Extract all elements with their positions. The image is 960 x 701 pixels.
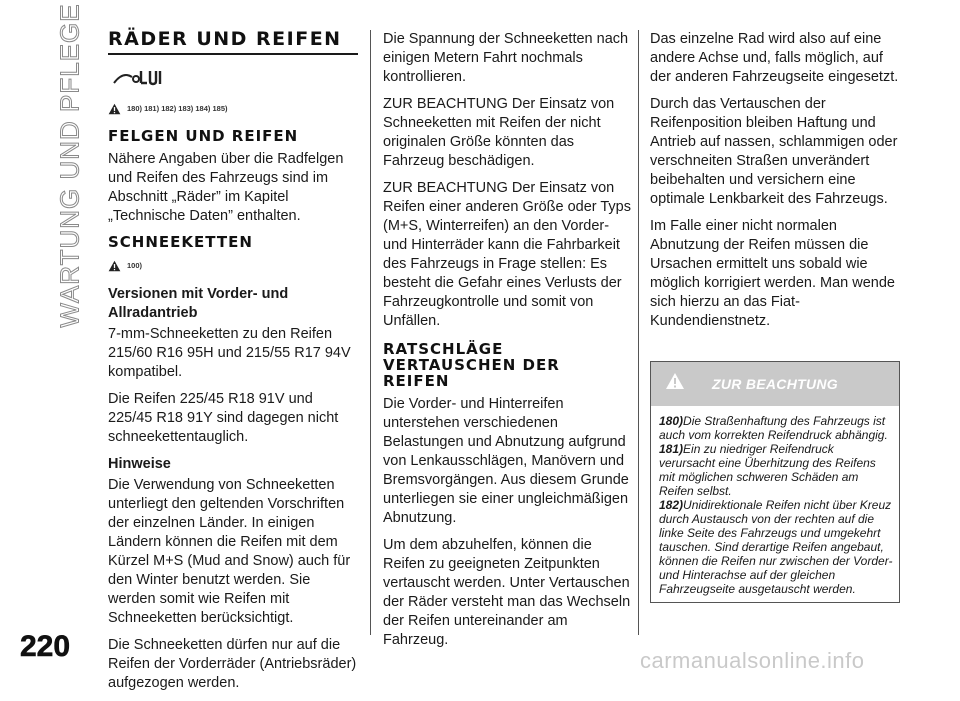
warning-note-text: Die Straßenhaftung des Fahrzeugs ist auch vom korrekten Reifendruck abhängig.: [659, 414, 888, 442]
warning-refs: [108, 256, 358, 275]
paragraph: ZUR BEACHTUNG Der Einsatz von Reifen einer anderen Größe oder Typs (M+S, Winterreifen) an den Vorder- und Hinterräder kann die Fahrbarkeit des Fahrzeugs in Frage stellen: Es besteht die Gefahr eines Verlusts der Fahrzeugkontrolle und somit von Unfällen.: [383, 180, 631, 329]
column-divider-1: [370, 30, 371, 635]
paragraph: Im Falle einer nicht normalen Abnutzung der Reifen müssen die Ursachen ermittelt uns sobald wie möglich korrigiert werden. Man wende sich hierzu an das Fiat-Kundendienstnetz.: [650, 218, 895, 329]
warning-note-text: Ein zu niedriger Reifendruck verursacht eine Überhitzung des Reifens mit möglichen schweren Schäden am Reifen selbst.: [659, 442, 876, 498]
warning-box: [650, 361, 900, 603]
warning-box-title: ZUR BEACHTUNG: [711, 375, 838, 392]
warning-refs: [108, 99, 358, 118]
section-heading-ratschlaege: RATSCHLÄGE VERTAUSCHEN DER REIFEN: [383, 340, 560, 390]
warning-note-number: 180): [659, 414, 684, 428]
warning-note-number: 182): [659, 498, 684, 512]
eco-logo-icon: [110, 65, 358, 93]
section-heading-schneeketten: SCHNEEKETTEN: [108, 233, 253, 251]
paragraph: ZUR BEACHTUNG Der Einsatz von Schneeketten mit Reifen der nicht originalen Größe könnten das Fahrzeug beschädigen.: [383, 96, 615, 169]
paragraph: Die Schneeketten dürfen nur auf die Reifen der Vorderräder (Antriebsräder) aufgezogen werden.: [108, 637, 357, 691]
column-divider-2: [638, 30, 639, 635]
warning-refs-text: 100): [127, 261, 143, 270]
paragraph: Die Vorder- und Hinterreifen unterstehen verschiedenen Belastungen und Abnutzung aufgrund von Lenkausschlägen, Manövern und Bremsvorgängen. Aus diesem Grunde unterliegen sie einer ungleichmäßigen Abnutzung.: [383, 396, 629, 526]
side-chapter-title: [50, 2, 90, 328]
paragraph: Um dem abzuhelfen, können die Reifen zu geeigneten Zeitpunkten vertauscht werden. Unter Vertauschen der Räder versteht man das Wechseln der Reifen untereinander am Fahrzeug.: [383, 537, 631, 648]
paragraph: Durch das Vertauschen der Reifenposition bleiben Haftung und Antrieb auf nassen, schlammigen oder verschneiten Straßen unverändert beibehalten und versichern eine optimale Lenkbarkeit des Fahrzeugs.: [650, 96, 898, 207]
subheading-hinweise: Hinweise: [108, 456, 171, 472]
warning-refs-text: 180) 181) 182) 183) 184) 185): [127, 104, 228, 113]
warning-note-number: 181): [659, 442, 684, 456]
paragraph: Die Spannung der Schneeketten nach einigen Metern Fahrt nochmals kontrollieren.: [383, 31, 629, 85]
paragraph: Das einzelne Rad wird also auf eine andere Achse und, falls möglich, auf der anderen Fahrzeugseite eingesetzt.: [650, 31, 899, 85]
paragraph: 7-mm-Schneeketten zu den Reifen 215/60 R16 95H und 215/55 R17 94V kompatibel.: [108, 326, 351, 380]
side-chapter-title-text: WARTUNG UND PFLEGE: [54, 2, 85, 328]
warning-box-header: [651, 362, 899, 406]
warning-note-text: Unidirektionale Reifen nicht über Kreuz durch Austausch von der rechten auf die linke Seite des Fahrzeugs und umgekehrt tauschen. Sind derartige Reifen angebaut, können die Reifen nur zwischen der Vorder- und Hinterachse auf der gleichen Fahrzeugseite ausgetauscht werden.: [659, 498, 893, 596]
warning-triangle-icon: [665, 372, 685, 390]
warning-triangle-icon: [108, 260, 121, 272]
paragraph: Die Verwendung von Schneeketten unterliegt den geltenden Vorschriften der einzelnen Länder. In einigen Ländern können die Reifen mit dem Kürzel M+S (Mud and Snow) auch für den Winter benutzt werden. Sie werden somit wie Reifen mit Schneeketten berücksichtigt.: [108, 477, 351, 626]
warning-note: [659, 442, 893, 498]
subheading-versionen: Versionen mit Vorder- und Allradantrieb: [108, 286, 289, 321]
column-2: [383, 30, 631, 658]
paragraph: Die Reifen 225/45 R18 91V und 225/45 R18 91Y sind dagegen nicht schneekettentauglich.: [108, 391, 339, 445]
watermark: carmanualsonline.info: [640, 648, 865, 673]
column-1: [108, 30, 358, 701]
column-3: [650, 30, 900, 603]
warning-note: [659, 498, 893, 596]
chapter-heading: RÄDER UND REIFEN: [108, 30, 358, 55]
section-heading-felgen: FELGEN UND REIFEN: [108, 127, 299, 145]
page-number: 220: [20, 630, 71, 663]
paragraph: Nähere Angaben über die Radfelgen und Reifen des Fahrzeugs sind im Abschnitt „Räder” im Kapitel „Technische Daten” enthalten.: [108, 151, 344, 224]
warning-box-body: [651, 406, 899, 602]
warning-triangle-icon: [108, 103, 121, 115]
warning-note: [659, 414, 893, 442]
